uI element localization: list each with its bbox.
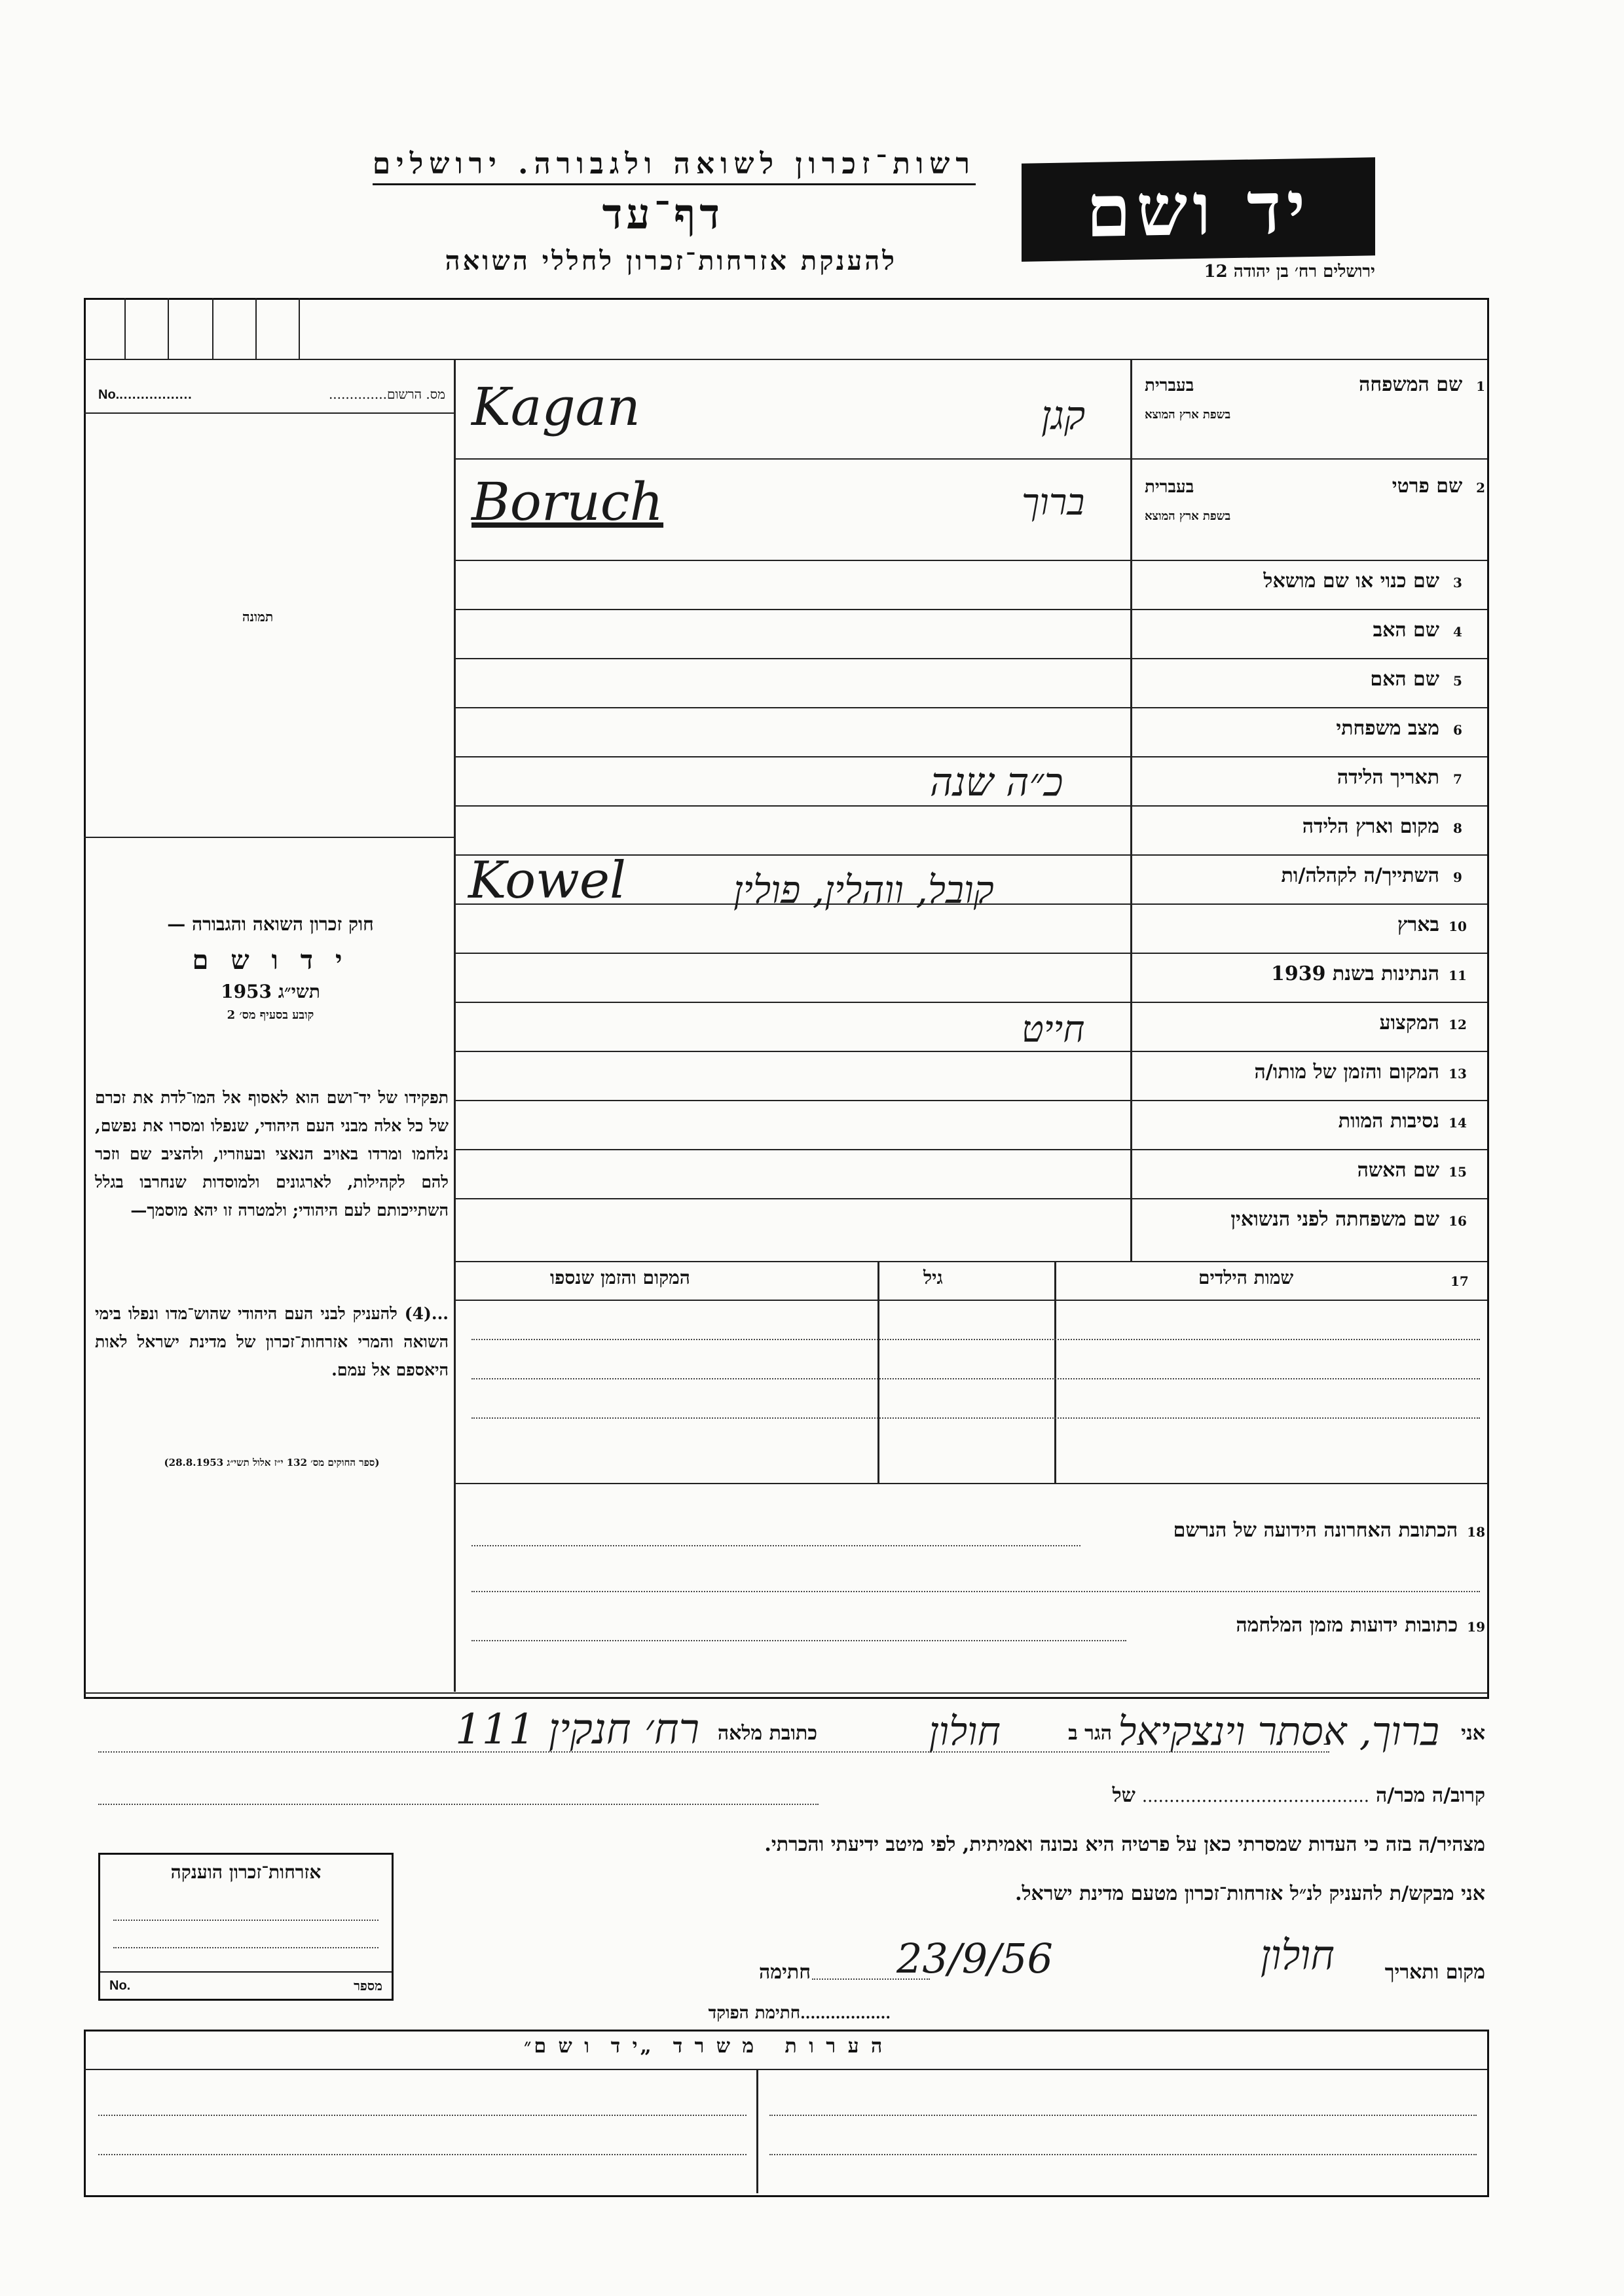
law-block — [97, 913, 444, 1022]
field-birth-place: 8 מקום וארץ הלידה — [1302, 815, 1462, 838]
office-notes-divider — [756, 2069, 758, 2193]
field-marital-status: 6 מצב משפחתי — [1336, 717, 1462, 740]
declaration-statement-1: מצהיר/ה בזה כי העדות שמסרתי כאן על פרטיה היא נכונה ואמיתית, לפי מיטב ידיעתי והכרתי. — [764, 1833, 1485, 1856]
declaration-line-2: קרוב/ה מכר/ה .......................................... של — [1112, 1784, 1485, 1807]
logo-address: ירושלים רח׳ בן יהודה 12 — [1204, 262, 1375, 282]
children-col-place: המקום והזמן שנספו — [550, 1267, 690, 1288]
law-source: (ספר החוקים מס׳ 132 י״ז אלול תשי״ג 28.8.1953) — [164, 1457, 380, 1468]
children-col-divider-1 — [877, 1261, 879, 1484]
citizenship-number-label: מספר — [354, 1977, 382, 1994]
field-death-circumstances: 14 נסיבות המוות — [1338, 1110, 1467, 1133]
family-name-hebrew: קגן — [1041, 393, 1086, 439]
field-first-name: 2 שם פרטי בעברית בשפת ארץ המוצא — [1145, 475, 1485, 523]
children-col-divider-2 — [1054, 1261, 1056, 1484]
registry-underline — [84, 412, 454, 414]
office-notes-title: ה ע ר ו ת מ ש ר ד „י ד ו ש ם״ — [524, 2035, 885, 2058]
field-father-name: 4 שם האב — [1373, 619, 1462, 642]
registry-boxes — [84, 298, 457, 359]
first-name-hebrew: ברוך — [1022, 481, 1085, 524]
community-latin: Kowel — [468, 851, 627, 910]
field-mother-name: 5 שם האם — [1370, 668, 1462, 691]
community-hebrew: קובל, ווהלין, פולין — [733, 867, 994, 912]
field-wife-name: 15 שם האשה — [1357, 1159, 1467, 1182]
children-col-age: גיל — [923, 1267, 943, 1288]
field-nickname: 3 שם כנוי או שם מושאל — [1263, 570, 1462, 592]
no-label: No.................. — [98, 388, 193, 402]
declaration-statement-2: אני מבקש/ת להעניק לנ״ל אזרחות־זכרון מטעם מדינת ישראל. — [1015, 1882, 1485, 1905]
registry-label: מס. הרשום.............. — [328, 386, 445, 402]
photo-label: תמונה — [242, 609, 274, 625]
law-year: תשי״ג 1953 — [221, 981, 320, 1002]
field-citizenship-1939: 11 הנתינות בשנת 1939 — [1270, 962, 1467, 985]
field-profession: 12 המקצוע — [1379, 1011, 1467, 1034]
top-strip-divider — [84, 359, 1487, 360]
citizenship-box — [98, 1853, 394, 2001]
children-header-num: 17 — [1450, 1273, 1469, 1289]
citizenship-no-label: No. — [109, 1978, 131, 1993]
registry-number-row — [98, 386, 445, 403]
left-column-divider — [454, 359, 456, 1692]
place-date-row: מקום ותאריך חולון 23/9/56 חתימה — [759, 1931, 1485, 1984]
law-clause: קובע בסעיף מס׳ 2 — [227, 1008, 314, 1022]
form-subtitle: להענקת אזרחות־זכרון לחללי השואה — [445, 246, 897, 276]
field-birth-date: 7 תאריך הלידה — [1337, 766, 1462, 789]
officer-signature: ..................חתימת הפוקד — [708, 2003, 891, 2023]
field-country: 10 בארץ — [1397, 913, 1467, 936]
law-name: י ד ו ש ם — [192, 945, 349, 975]
authority-line: רשות־זכרון לשואה ולגבורה. ירושלים — [373, 147, 976, 185]
label-column-divider — [1130, 359, 1132, 1261]
children-col-names: שמות הילדים — [1198, 1267, 1294, 1288]
field-last-address: 18 הכתובת האחרונה הידועה של הנרשם — [1173, 1519, 1485, 1542]
law-text-1: תפקידו של יד־ושם הוא לאסוף אל המו־לדת את זכרם של כל אלה מבני העם היהודי, שנפלו ומסרו את נפשם, נלחמו ומרדו באויב הנאצי ובעוזריו, ולהציב שם וזכר להם לקהילות, לארגונים ולמוסדות שנחרבו בגלל השתייכותם לעם היהודי; ולמטרה זו יהא מוסמך— — [95, 1088, 449, 1220]
law-title: חוק זכרון השואה והגבורה — — [167, 913, 374, 935]
field-wife-maiden-name: 16 שם משפחתה לפני הנשואין — [1230, 1208, 1467, 1231]
field-war-addresses: 19 כתובות ידועות מזמן המלחמה — [1236, 1614, 1485, 1637]
declaration-line-1: אני ברוך, אסתר וינצקיאל הגר ב חולון כתובת מלאה רח׳ חנקין 111 — [455, 1705, 1485, 1755]
field-death-place-time: 13 המקום והזמן של מותו/ה — [1254, 1061, 1467, 1084]
law-text-2: ...(4) להעניק לבני העם היהודי שהוש־מדו ונפלו בימי השואה והמרי אזרחות־זכרון של מדינת ישראל לאות היאספם אל עמם. — [95, 1304, 449, 1379]
field-community: 9 השתייך/ה לקהלה/ות — [1281, 864, 1462, 887]
citizenship-box-title: אזרחות־זכרון הוענקה — [170, 1861, 322, 1883]
form-title: דף־עד — [602, 190, 724, 239]
birth-date-value: כ״ה שנה — [930, 759, 1063, 805]
family-name-latin: Kagan — [471, 376, 640, 437]
yad-vashem-logo: יד ושם — [1022, 157, 1375, 261]
field-family-name: 1 שם המשפחה בעברית בשפת ארץ המוצא — [1145, 373, 1485, 422]
profession-value: חייט — [1022, 1008, 1085, 1051]
first-name-latin: Boruch — [471, 471, 664, 532]
photo-bottom-line — [84, 837, 454, 838]
